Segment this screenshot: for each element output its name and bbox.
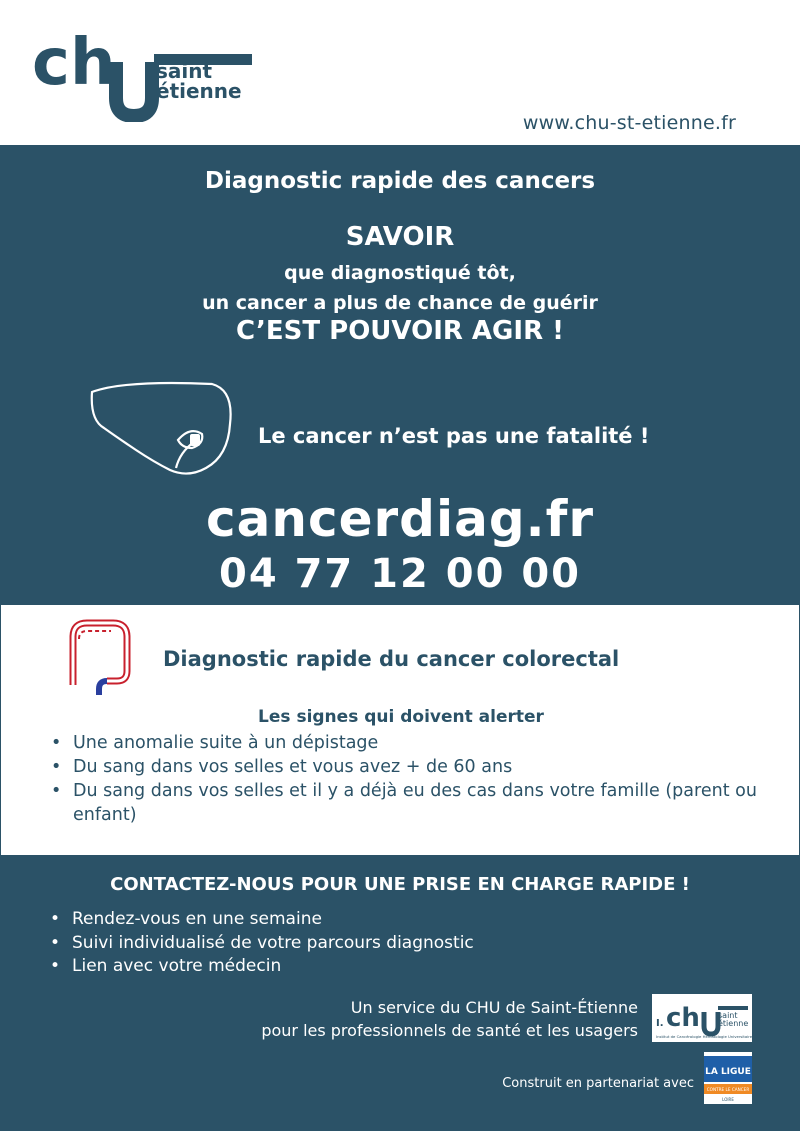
hero-line1: que diagnostiqué tôt,	[284, 262, 516, 284]
contact-list	[50, 908, 474, 979]
svg-text:LA LIGUE: LA LIGUE	[705, 1067, 751, 1077]
list-item: • Lien avec votre médecin	[50, 955, 474, 979]
cancerdiag-link[interactable]: cancerdiag.fr	[205, 490, 595, 548]
colorectal-panel	[0, 604, 800, 856]
svg-text:étienne: étienne	[718, 1019, 749, 1028]
svg-text:LOIRE: LOIRE	[722, 1097, 734, 1102]
hero-title: Diagnostic rapide des cancers	[204, 168, 596, 194]
svg-text:Institut de Cancérologie Hémat: Institut de Cancérologie Hématologie Universitaire	[656, 1034, 752, 1039]
service-line2: pour les professionnels de santé et les usagers	[261, 1021, 638, 1040]
hero-message	[0, 258, 800, 318]
fist-icon	[84, 378, 244, 488]
partner-text: Construit en partenariat avec	[502, 1076, 694, 1091]
hero-savoir: SAVOIR	[345, 222, 455, 252]
svg-text:ch: ch	[666, 1003, 700, 1033]
svg-text:I.: I.	[656, 1018, 664, 1029]
service-line1: Un service du CHU de Saint-Étienne	[350, 998, 638, 1017]
phone-number[interactable]: 04 77 12 00 00	[218, 551, 582, 597]
list-item: • Rendez-vous en une semaine	[50, 908, 474, 932]
chu-institute-logo	[652, 994, 752, 1042]
hero-agir: C’EST POUVOIR AGIR !	[235, 316, 565, 346]
chu-logo	[32, 22, 272, 122]
intestine-icon	[61, 615, 139, 697]
contact-title: CONTACTEZ-NOUS POUR UNE PRISE EN CHARGE RAPIDE !	[110, 874, 690, 895]
list-item: • Suivi individualisé de votre parcours diagnostic	[50, 932, 474, 956]
la-ligue-logo	[704, 1052, 752, 1104]
signs-list	[51, 731, 771, 827]
signs-title: Les signes qui doivent alerter	[258, 707, 544, 727]
list-item: • Du sang dans vos selles et vous avez + de 60 ans	[51, 755, 771, 779]
list-item: • Du sang dans vos selles et il y a déjà eu des cas dans votre famille (parent ou enfant)	[51, 779, 771, 827]
fatalite-text: Le cancer n’est pas une fatalité !	[258, 424, 650, 448]
list-item: • Une anomalie suite à un dépistage	[51, 731, 771, 755]
svg-text:ch: ch	[32, 26, 116, 100]
svg-text:saint: saint	[718, 1011, 738, 1020]
service-text	[261, 996, 638, 1042]
website-link[interactable]: www.chu-st-etienne.fr	[522, 112, 736, 134]
hero-line2: un cancer a plus de chance de guérir	[202, 292, 598, 314]
svg-text:étienne: étienne	[156, 79, 242, 103]
header-band	[0, 0, 800, 145]
svg-text:CONTRE LE CANCER: CONTRE LE CANCER	[706, 1087, 750, 1092]
colorectal-title: Diagnostic rapide du cancer colorectal	[163, 647, 620, 671]
svg-text:saint: saint	[156, 59, 213, 83]
